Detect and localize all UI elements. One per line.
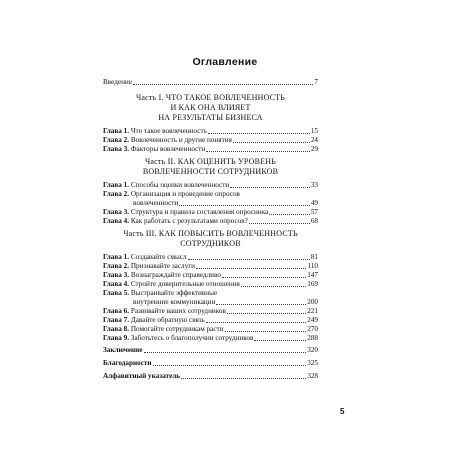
part-heading — [103, 157, 318, 177]
dot-leader — [241, 286, 306, 287]
toc-entry-label — [103, 208, 268, 217]
table-of-contents — [103, 78, 318, 385]
toc-entry-label — [103, 262, 195, 271]
toc-entry-chapter — [103, 136, 318, 145]
dot-leader — [188, 259, 310, 260]
chapter-title: Способы оценки вовлеченности — [130, 181, 230, 189]
dot-leader — [254, 340, 306, 341]
toc-entry-chapter — [103, 253, 318, 262]
toc-entry-page: 147 — [307, 271, 318, 279]
toc-entry-label: Введение — [103, 78, 132, 86]
dot-leader — [216, 304, 306, 305]
chapter-number: Глава 1. — [103, 181, 130, 189]
toc-entry-chapter — [103, 298, 318, 307]
chapter-title: Помогайте сотрудникам расти — [130, 325, 224, 333]
toc-entry-back — [103, 372, 318, 381]
toc-entry-page: 24 — [310, 136, 318, 144]
toc-entry-page: 328 — [307, 372, 318, 380]
dot-leader — [153, 365, 307, 366]
toc-entry-page: 288 — [307, 334, 318, 342]
chapter-title: Что такое вовлеченность — [130, 127, 207, 135]
chapter-title: Создавайте смысл — [130, 253, 187, 261]
dot-leader — [227, 313, 306, 314]
dot-leader — [208, 133, 310, 134]
toc-entry-chapter — [103, 199, 318, 208]
dot-leader — [222, 277, 306, 278]
chapter-title: Факторы вовлеченности — [130, 145, 206, 153]
chapter-title: вовлеченности — [133, 199, 179, 207]
chapter-title: Признавайте заслуги — [130, 262, 196, 270]
chapter-number: Глава 2. — [103, 262, 130, 270]
chapter-title: Выстраивайте эффективные — [130, 289, 218, 297]
chapter-title: Вознаграждайте справедливо — [130, 271, 221, 279]
toc-entry-chapter — [103, 217, 318, 226]
toc-entry-chapter — [103, 145, 318, 154]
toc-entry-chapter — [103, 271, 318, 280]
chapter-number: Глава 1. — [103, 127, 130, 135]
toc-entry-label: Заключение — [103, 346, 143, 354]
toc-entry-back — [103, 346, 318, 355]
toc-entry-page: 7 — [314, 78, 318, 86]
dot-leader — [269, 214, 310, 215]
toc-entry-page: 68 — [310, 217, 318, 225]
chapter-number: Глава 3. — [103, 145, 130, 153]
dot-leader — [196, 268, 306, 269]
toc-entry-chapter — [103, 208, 318, 217]
toc-entry-page: 249 — [307, 316, 318, 324]
toc-entry-chapter — [103, 325, 318, 334]
part-heading-line: Часть III. КАК ПОВЫСИТЬ ВОВЛЕЧЕННОСТЬ — [123, 229, 298, 238]
part-heading — [103, 229, 318, 249]
chapter-number: Глава 7. — [103, 316, 130, 324]
toc-entry-label — [103, 280, 240, 289]
dot-leader — [249, 223, 310, 224]
toc-entry-page: 169 — [307, 280, 318, 288]
part-heading-line: ВОВЛЕЧЕННОСТИ СОТРУДНИКОВ — [142, 167, 279, 176]
toc-entry-page: 29 — [310, 145, 318, 153]
chapter-number: Глава 9. — [103, 334, 130, 342]
toc-entry-chapter — [103, 316, 318, 325]
toc-entry-label: Алфавитный указатель — [103, 372, 181, 380]
chapter-number: Глава 4. — [103, 217, 130, 225]
chapter-number: Глава 2. — [103, 136, 130, 144]
chapter-title: Давайте обратную связь — [130, 316, 205, 324]
page-number: 5 — [340, 407, 345, 416]
chapter-title: Заботьтесь о благополучии сотрудников — [130, 334, 254, 342]
toc-entry-chapter — [103, 127, 318, 136]
toc-entry-label — [133, 298, 215, 307]
part-heading-line: Часть II. КАК ОЦЕНИТЬ УРОВЕНЬ — [144, 157, 277, 166]
toc-entry-chapter — [103, 190, 318, 199]
toc-entry-label — [103, 307, 226, 316]
toc-entry-page: 57 — [310, 208, 318, 216]
toc-back-matter — [103, 346, 318, 381]
toc-entry-chapter — [103, 334, 318, 343]
toc-entry-label — [103, 334, 253, 343]
toc-entry-page: 49 — [310, 199, 318, 207]
chapter-number: Глава 8. — [103, 325, 130, 333]
toc-entry-page: 33 — [310, 181, 318, 189]
toc-entry-page: 15 — [310, 127, 318, 135]
chapter-number: Глава 5. — [103, 289, 130, 297]
toc-entry-label — [103, 289, 217, 298]
part-heading — [103, 93, 318, 123]
toc-entry-chapter — [103, 280, 318, 289]
toc-entry-chapter — [103, 307, 318, 316]
chapter-number: Глава 3. — [103, 271, 130, 279]
chapter-number: Глава 2. — [103, 190, 130, 198]
chapter-number: Глава 1. — [103, 253, 130, 261]
toc-entry-label — [103, 190, 240, 199]
chapter-title: Вовлеченность и другие понятия — [130, 136, 232, 144]
chapter-title: Развивайте ваших сотрудников — [130, 307, 226, 315]
toc-entry-page: 81 — [310, 253, 318, 261]
dot-leader — [225, 331, 307, 332]
chapter-number: Глава 6. — [103, 307, 130, 315]
dot-leader — [206, 322, 306, 323]
part-heading-line: НА РЕЗУЛЬТАТЫ БИЗНЕСА — [158, 113, 263, 122]
chapter-title: Структура и правила составления опросника — [130, 208, 269, 216]
toc-entry-label — [103, 253, 187, 262]
toc-entry-page: 110 — [307, 262, 318, 270]
chapter-title: Организация и проведение опросов — [130, 190, 240, 198]
toc-entry-label — [103, 217, 248, 226]
toc-parts — [103, 93, 318, 343]
dot-leader — [179, 205, 310, 206]
toc-entry-back — [103, 359, 318, 368]
toc-entry-chapter — [103, 289, 318, 298]
chapter-title: Стройте доверительные отношения — [130, 280, 240, 288]
toc-entry-intro — [103, 78, 318, 87]
toc-entry-label — [103, 181, 229, 190]
dot-leader — [144, 352, 307, 353]
toc-entry-label — [103, 271, 221, 280]
toc-entry-label — [103, 316, 205, 325]
toc-entry-chapter — [103, 262, 318, 271]
toc-entry-label — [103, 325, 224, 334]
part-heading-line: И КАК ОНА ВЛИЯЕТ — [170, 103, 251, 112]
toc-entry-label — [103, 136, 232, 145]
chapter-title: Как работать с результатами опросов? — [130, 217, 248, 225]
toc-entry-label: Благодарности — [103, 359, 152, 367]
toc-entry-chapter — [103, 181, 318, 190]
dot-leader — [206, 151, 310, 152]
dot-leader — [233, 142, 310, 143]
dot-leader — [181, 378, 306, 379]
toc-entry-page: 200 — [307, 298, 318, 306]
dot-leader — [230, 187, 310, 188]
toc-entry-label — [133, 199, 178, 208]
chapter-number: Глава 4. — [103, 280, 130, 288]
part-heading-line: Часть I. ЧТО ТАКОЕ ВОВЛЕЧЕННОСТЬ — [135, 93, 286, 102]
chapter-number: Глава 3. — [103, 208, 130, 216]
toc-entry-page: 325 — [307, 359, 318, 367]
toc-entry-page: 221 — [307, 307, 318, 315]
toc-entry-label — [103, 145, 205, 154]
toc-entry-page: 270 — [307, 325, 318, 333]
toc-entry-page: 320 — [307, 346, 318, 354]
part-heading-line: СОТРУДНИКОВ — [180, 239, 241, 248]
chapter-title: внутренние коммуникации — [133, 298, 216, 306]
dot-leader — [133, 84, 313, 85]
page-title: Оглавление — [192, 56, 258, 68]
toc-entry-label — [103, 127, 207, 136]
